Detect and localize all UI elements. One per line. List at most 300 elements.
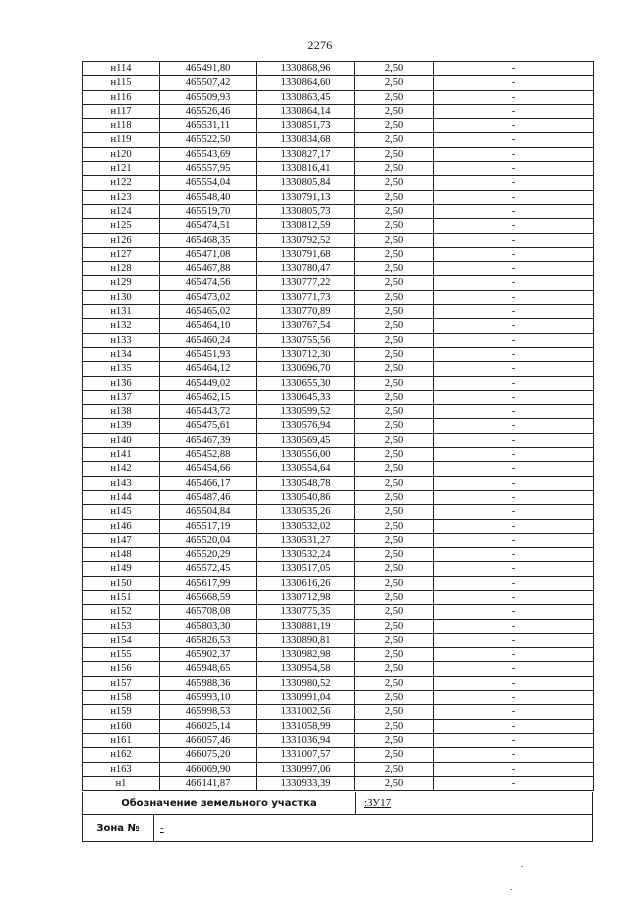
table-row — [83, 219, 594, 233]
y-coordinate-cell: 1331036,94 — [257, 733, 355, 747]
table-row — [83, 733, 594, 747]
note-cell: - — [434, 419, 594, 433]
x-coordinate-cell: 465803,30 — [160, 619, 257, 633]
table-row — [83, 405, 594, 419]
point-number-cell: н119 — [83, 133, 160, 147]
point-number-cell: н157 — [83, 676, 160, 690]
table-row — [83, 533, 594, 547]
x-coordinate-cell: 465993,10 — [160, 691, 257, 705]
error-cell: 2,50 — [355, 733, 434, 747]
note-cell: - — [434, 448, 594, 462]
error-cell: 2,50 — [355, 362, 434, 376]
note-cell: - — [434, 519, 594, 533]
table-row — [83, 390, 594, 404]
error-cell: 2,50 — [355, 605, 434, 619]
y-coordinate-cell: 1330535,26 — [257, 505, 355, 519]
note-cell: - — [434, 562, 594, 576]
point-number-cell: н145 — [83, 505, 160, 519]
y-coordinate-cell: 1330696,70 — [257, 362, 355, 376]
x-coordinate-cell: 466141,87 — [160, 776, 257, 790]
note-cell: - — [434, 676, 594, 690]
y-coordinate-cell: 1330816,41 — [257, 162, 355, 176]
y-coordinate-cell: 1330655,30 — [257, 376, 355, 390]
y-coordinate-cell: 1330827,17 — [257, 147, 355, 161]
table-row — [83, 262, 594, 276]
x-coordinate-cell: 465474,56 — [160, 276, 257, 290]
x-coordinate-cell: 465531,11 — [160, 119, 257, 133]
point-number-cell: н149 — [83, 562, 160, 576]
point-number-cell: н115 — [83, 76, 160, 90]
note-cell: - — [434, 662, 594, 676]
error-cell: 2,50 — [355, 62, 434, 76]
point-number-cell: н160 — [83, 719, 160, 733]
zone-row — [82, 815, 593, 842]
point-number-cell: н143 — [83, 476, 160, 490]
error-cell: 2,50 — [355, 104, 434, 118]
x-coordinate-cell: 465462,15 — [160, 390, 257, 404]
note-cell: - — [434, 305, 594, 319]
error-cell: 2,50 — [355, 548, 434, 562]
note-cell: - — [434, 533, 594, 547]
table-row — [83, 433, 594, 447]
x-coordinate-cell: 465948,65 — [160, 662, 257, 676]
error-cell: 2,50 — [355, 562, 434, 576]
coordinates-table-body — [83, 62, 594, 791]
y-coordinate-cell: 1330755,56 — [257, 333, 355, 347]
point-number-cell: н116 — [83, 90, 160, 104]
error-cell: 2,50 — [355, 533, 434, 547]
point-number-cell: н161 — [83, 733, 160, 747]
error-cell: 2,50 — [355, 462, 434, 476]
point-number-cell: н117 — [83, 104, 160, 118]
x-coordinate-cell: 466025,14 — [160, 719, 257, 733]
error-cell: 2,50 — [355, 748, 434, 762]
x-coordinate-cell: 465522,50 — [160, 133, 257, 147]
x-coordinate-cell: 465468,35 — [160, 233, 257, 247]
table-row — [83, 133, 594, 147]
y-coordinate-cell: 1330770,89 — [257, 305, 355, 319]
note-cell: - — [434, 133, 594, 147]
table-row — [83, 648, 594, 662]
note-cell: - — [434, 691, 594, 705]
error-cell: 2,50 — [355, 676, 434, 690]
point-number-cell: н133 — [83, 333, 160, 347]
error-cell: 2,50 — [355, 305, 434, 319]
table-row — [83, 776, 594, 790]
note-cell: - — [434, 362, 594, 376]
table-row — [83, 691, 594, 705]
point-number-cell: н151 — [83, 590, 160, 604]
error-cell: 2,50 — [355, 633, 434, 647]
note-cell: - — [434, 390, 594, 404]
table-row — [83, 62, 594, 76]
error-cell: 2,50 — [355, 448, 434, 462]
table-row — [83, 548, 594, 562]
x-coordinate-cell: 466057,46 — [160, 733, 257, 747]
x-coordinate-cell: 465475,61 — [160, 419, 257, 433]
page-number: 2276 — [307, 38, 333, 52]
x-coordinate-cell: 466075,20 — [160, 748, 257, 762]
y-coordinate-cell: 1330712,30 — [257, 347, 355, 361]
x-coordinate-cell: 465517,19 — [160, 519, 257, 533]
note-cell: - — [434, 633, 594, 647]
point-number-cell: н135 — [83, 362, 160, 376]
y-coordinate-cell: 1330771,73 — [257, 290, 355, 304]
y-coordinate-cell: 1330982,98 — [257, 648, 355, 662]
parcel-designation-row — [82, 792, 593, 815]
note-cell: - — [434, 219, 594, 233]
point-number-cell: н138 — [83, 405, 160, 419]
y-coordinate-cell: 1330532,24 — [257, 548, 355, 562]
y-coordinate-cell: 1330881,19 — [257, 619, 355, 633]
scan-speck — [510, 889, 512, 890]
point-number-cell: н155 — [83, 648, 160, 662]
error-cell: 2,50 — [355, 576, 434, 590]
point-number-cell: н121 — [83, 162, 160, 176]
note-cell: - — [434, 505, 594, 519]
point-number-cell: н122 — [83, 176, 160, 190]
point-number-cell: н124 — [83, 204, 160, 218]
point-number-cell: н123 — [83, 190, 160, 204]
note-cell: - — [434, 76, 594, 90]
x-coordinate-cell: 465554,04 — [160, 176, 257, 190]
table-row — [83, 505, 594, 519]
error-cell: 2,50 — [355, 691, 434, 705]
error-cell: 2,50 — [355, 662, 434, 676]
x-coordinate-cell: 465708,08 — [160, 605, 257, 619]
y-coordinate-cell: 1330616,26 — [257, 576, 355, 590]
table-row — [83, 233, 594, 247]
table-row — [83, 748, 594, 762]
table-row — [83, 705, 594, 719]
point-number-cell: н141 — [83, 448, 160, 462]
error-cell: 2,50 — [355, 119, 434, 133]
table-row — [83, 119, 594, 133]
error-cell: 2,50 — [355, 762, 434, 776]
point-number-cell: н136 — [83, 376, 160, 390]
table-row — [83, 347, 594, 361]
point-number-cell: н156 — [83, 662, 160, 676]
x-coordinate-cell: 465474,51 — [160, 219, 257, 233]
x-coordinate-cell: 465471,08 — [160, 247, 257, 261]
x-coordinate-cell: 465504,84 — [160, 505, 257, 519]
note-cell: - — [434, 590, 594, 604]
note-cell: - — [434, 333, 594, 347]
table-row — [83, 104, 594, 118]
point-number-cell: н134 — [83, 347, 160, 361]
error-cell: 2,50 — [355, 719, 434, 733]
note-cell: - — [434, 762, 594, 776]
x-coordinate-cell: 465998,53 — [160, 705, 257, 719]
table-row — [83, 176, 594, 190]
point-number-cell: н118 — [83, 119, 160, 133]
point-number-cell: н146 — [83, 519, 160, 533]
table-row — [83, 76, 594, 90]
table-row — [83, 590, 594, 604]
table-row — [83, 519, 594, 533]
x-coordinate-cell: 465467,39 — [160, 433, 257, 447]
table-row — [83, 462, 594, 476]
error-cell: 2,50 — [355, 490, 434, 504]
table-row — [83, 562, 594, 576]
point-number-cell: н150 — [83, 576, 160, 590]
x-coordinate-cell: 465543,69 — [160, 147, 257, 161]
note-cell: - — [434, 90, 594, 104]
note-cell: - — [434, 204, 594, 218]
y-coordinate-cell: 1330863,45 — [257, 90, 355, 104]
y-coordinate-cell: 1330712,98 — [257, 590, 355, 604]
note-cell: - — [434, 104, 594, 118]
y-coordinate-cell: 1330767,54 — [257, 319, 355, 333]
error-cell: 2,50 — [355, 376, 434, 390]
point-number-cell: н140 — [83, 433, 160, 447]
x-coordinate-cell: 465452,88 — [160, 448, 257, 462]
note-cell: - — [434, 247, 594, 261]
note-cell: - — [434, 719, 594, 733]
point-number-cell: н131 — [83, 305, 160, 319]
error-cell: 2,50 — [355, 347, 434, 361]
x-coordinate-cell: 465520,29 — [160, 548, 257, 562]
table-row — [83, 333, 594, 347]
y-coordinate-cell: 1330851,73 — [257, 119, 355, 133]
note-cell: - — [434, 619, 594, 633]
table-row — [83, 490, 594, 504]
y-coordinate-cell: 1330805,84 — [257, 176, 355, 190]
error-cell: 2,50 — [355, 176, 434, 190]
x-coordinate-cell: 465491,80 — [160, 62, 257, 76]
x-coordinate-cell: 465464,12 — [160, 362, 257, 376]
table-row — [83, 662, 594, 676]
note-cell: - — [434, 119, 594, 133]
point-number-cell: н163 — [83, 762, 160, 776]
error-cell: 2,50 — [355, 648, 434, 662]
y-coordinate-cell: 1330933,39 — [257, 776, 355, 790]
x-coordinate-cell: 465557,95 — [160, 162, 257, 176]
y-coordinate-cell: 1330780,47 — [257, 262, 355, 276]
y-coordinate-cell: 1330775,35 — [257, 605, 355, 619]
table-row — [83, 605, 594, 619]
note-cell: - — [434, 433, 594, 447]
x-coordinate-cell: 465507,42 — [160, 76, 257, 90]
error-cell: 2,50 — [355, 147, 434, 161]
note-cell: - — [434, 347, 594, 361]
error-cell: 2,50 — [355, 204, 434, 218]
note-cell: - — [434, 233, 594, 247]
point-number-cell: н125 — [83, 219, 160, 233]
note-cell: - — [434, 276, 594, 290]
note-cell: - — [434, 548, 594, 562]
coordinates-table — [82, 61, 594, 791]
y-coordinate-cell: 1330868,96 — [257, 62, 355, 76]
y-coordinate-cell: 1330864,14 — [257, 104, 355, 118]
point-number-cell: н137 — [83, 390, 160, 404]
x-coordinate-cell: 465519,70 — [160, 204, 257, 218]
table-row — [83, 319, 594, 333]
table-row — [83, 376, 594, 390]
table-row — [83, 190, 594, 204]
error-cell: 2,50 — [355, 247, 434, 261]
error-cell: 2,50 — [355, 519, 434, 533]
note-cell: - — [434, 490, 594, 504]
point-number-cell: н148 — [83, 548, 160, 562]
y-coordinate-cell: 1330997,06 — [257, 762, 355, 776]
note-cell: - — [434, 648, 594, 662]
table-row — [83, 676, 594, 690]
y-coordinate-cell: 1330834,68 — [257, 133, 355, 147]
point-number-cell: н129 — [83, 276, 160, 290]
x-coordinate-cell: 465668,59 — [160, 590, 257, 604]
y-coordinate-cell: 1330531,27 — [257, 533, 355, 547]
note-cell: - — [434, 748, 594, 762]
note-cell: - — [434, 262, 594, 276]
table-row — [83, 290, 594, 304]
error-cell: 2,50 — [355, 619, 434, 633]
y-coordinate-cell: 1330890,81 — [257, 633, 355, 647]
error-cell: 2,50 — [355, 433, 434, 447]
y-coordinate-cell: 1330792,52 — [257, 233, 355, 247]
table-row — [83, 419, 594, 433]
note-cell: - — [434, 576, 594, 590]
y-coordinate-cell: 1330954,58 — [257, 662, 355, 676]
x-coordinate-cell: 465988,36 — [160, 676, 257, 690]
point-number-cell: н147 — [83, 533, 160, 547]
parcel-designation-label: Обозначение земельного участка — [121, 797, 317, 809]
note-cell: - — [434, 290, 594, 304]
error-cell: 2,50 — [355, 390, 434, 404]
error-cell: 2,50 — [355, 219, 434, 233]
note-cell: - — [434, 319, 594, 333]
y-coordinate-cell: 1330980,52 — [257, 676, 355, 690]
x-coordinate-cell: 465572,45 — [160, 562, 257, 576]
y-coordinate-cell: 1330991,04 — [257, 691, 355, 705]
point-number-cell: н126 — [83, 233, 160, 247]
y-coordinate-cell: 1330540,86 — [257, 490, 355, 504]
error-cell: 2,50 — [355, 705, 434, 719]
table-row — [83, 476, 594, 490]
table-row — [83, 576, 594, 590]
table-row — [83, 90, 594, 104]
table-row — [83, 162, 594, 176]
x-coordinate-cell: 465902,37 — [160, 648, 257, 662]
note-cell: - — [434, 176, 594, 190]
table-row — [83, 762, 594, 776]
point-number-cell: н127 — [83, 247, 160, 261]
x-coordinate-cell: 465548,40 — [160, 190, 257, 204]
x-coordinate-cell: 465487,46 — [160, 490, 257, 504]
table-row — [83, 247, 594, 261]
y-coordinate-cell: 1330791,68 — [257, 247, 355, 261]
table-row — [83, 633, 594, 647]
x-coordinate-cell: 465466,17 — [160, 476, 257, 490]
y-coordinate-cell: 1330599,52 — [257, 405, 355, 419]
error-cell: 2,50 — [355, 262, 434, 276]
y-coordinate-cell: 1330532,02 — [257, 519, 355, 533]
point-number-cell: н158 — [83, 691, 160, 705]
x-coordinate-cell: 465454,66 — [160, 462, 257, 476]
x-coordinate-cell: 465467,88 — [160, 262, 257, 276]
x-coordinate-cell: 465449,02 — [160, 376, 257, 390]
error-cell: 2,50 — [355, 162, 434, 176]
point-number-cell: н130 — [83, 290, 160, 304]
point-number-cell: н1 — [83, 776, 160, 790]
y-coordinate-cell: 1330576,94 — [257, 419, 355, 433]
point-number-cell: н152 — [83, 605, 160, 619]
x-coordinate-cell: 466069,90 — [160, 762, 257, 776]
error-cell: 2,50 — [355, 590, 434, 604]
y-coordinate-cell: 1330554,64 — [257, 462, 355, 476]
table-row — [83, 305, 594, 319]
x-coordinate-cell: 465443,72 — [160, 405, 257, 419]
point-number-cell: н162 — [83, 748, 160, 762]
zone-label: Зона № — [96, 822, 140, 834]
error-cell: 2,50 — [355, 319, 434, 333]
table-row — [83, 362, 594, 376]
y-coordinate-cell: 1331007,57 — [257, 748, 355, 762]
note-cell: - — [434, 190, 594, 204]
error-cell: 2,50 — [355, 776, 434, 790]
x-coordinate-cell: 465826,53 — [160, 633, 257, 647]
y-coordinate-cell: 1330864,60 — [257, 76, 355, 90]
point-number-cell: н132 — [83, 319, 160, 333]
x-coordinate-cell: 465509,93 — [160, 90, 257, 104]
x-coordinate-cell: 465465,02 — [160, 305, 257, 319]
y-coordinate-cell: 1331058,99 — [257, 719, 355, 733]
table-row — [83, 619, 594, 633]
point-number-cell: н142 — [83, 462, 160, 476]
point-number-cell: н120 — [83, 147, 160, 161]
point-number-cell: н128 — [83, 262, 160, 276]
zone-value: - — [160, 822, 164, 834]
note-cell: - — [434, 776, 594, 790]
x-coordinate-cell: 465464,10 — [160, 319, 257, 333]
error-cell: 2,50 — [355, 405, 434, 419]
y-coordinate-cell: 1330645,33 — [257, 390, 355, 404]
y-coordinate-cell: 1330569,45 — [257, 433, 355, 447]
note-cell: - — [434, 605, 594, 619]
error-cell: 2,50 — [355, 476, 434, 490]
point-number-cell: н114 — [83, 62, 160, 76]
table-row — [83, 448, 594, 462]
y-coordinate-cell: 1330791,13 — [257, 190, 355, 204]
y-coordinate-cell: 1331002,56 — [257, 705, 355, 719]
error-cell: 2,50 — [355, 233, 434, 247]
error-cell: 2,50 — [355, 505, 434, 519]
note-cell: - — [434, 376, 594, 390]
error-cell: 2,50 — [355, 333, 434, 347]
error-cell: 2,50 — [355, 276, 434, 290]
x-coordinate-cell: 465451,93 — [160, 347, 257, 361]
scan-speck — [521, 866, 523, 867]
note-cell: - — [434, 162, 594, 176]
note-cell: - — [434, 476, 594, 490]
parcel-designation-value: :ЗУ17 — [364, 797, 392, 809]
point-number-cell: н139 — [83, 419, 160, 433]
error-cell: 2,50 — [355, 90, 434, 104]
point-number-cell: н144 — [83, 490, 160, 504]
table-row — [83, 204, 594, 218]
y-coordinate-cell: 1330556,00 — [257, 448, 355, 462]
y-coordinate-cell: 1330548,78 — [257, 476, 355, 490]
x-coordinate-cell: 465526,46 — [160, 104, 257, 118]
x-coordinate-cell: 465520,04 — [160, 533, 257, 547]
x-coordinate-cell: 465473,02 — [160, 290, 257, 304]
error-cell: 2,50 — [355, 290, 434, 304]
y-coordinate-cell: 1330517,05 — [257, 562, 355, 576]
note-cell: - — [434, 462, 594, 476]
note-cell: - — [434, 705, 594, 719]
y-coordinate-cell: 1330812,59 — [257, 219, 355, 233]
point-number-cell: н154 — [83, 633, 160, 647]
